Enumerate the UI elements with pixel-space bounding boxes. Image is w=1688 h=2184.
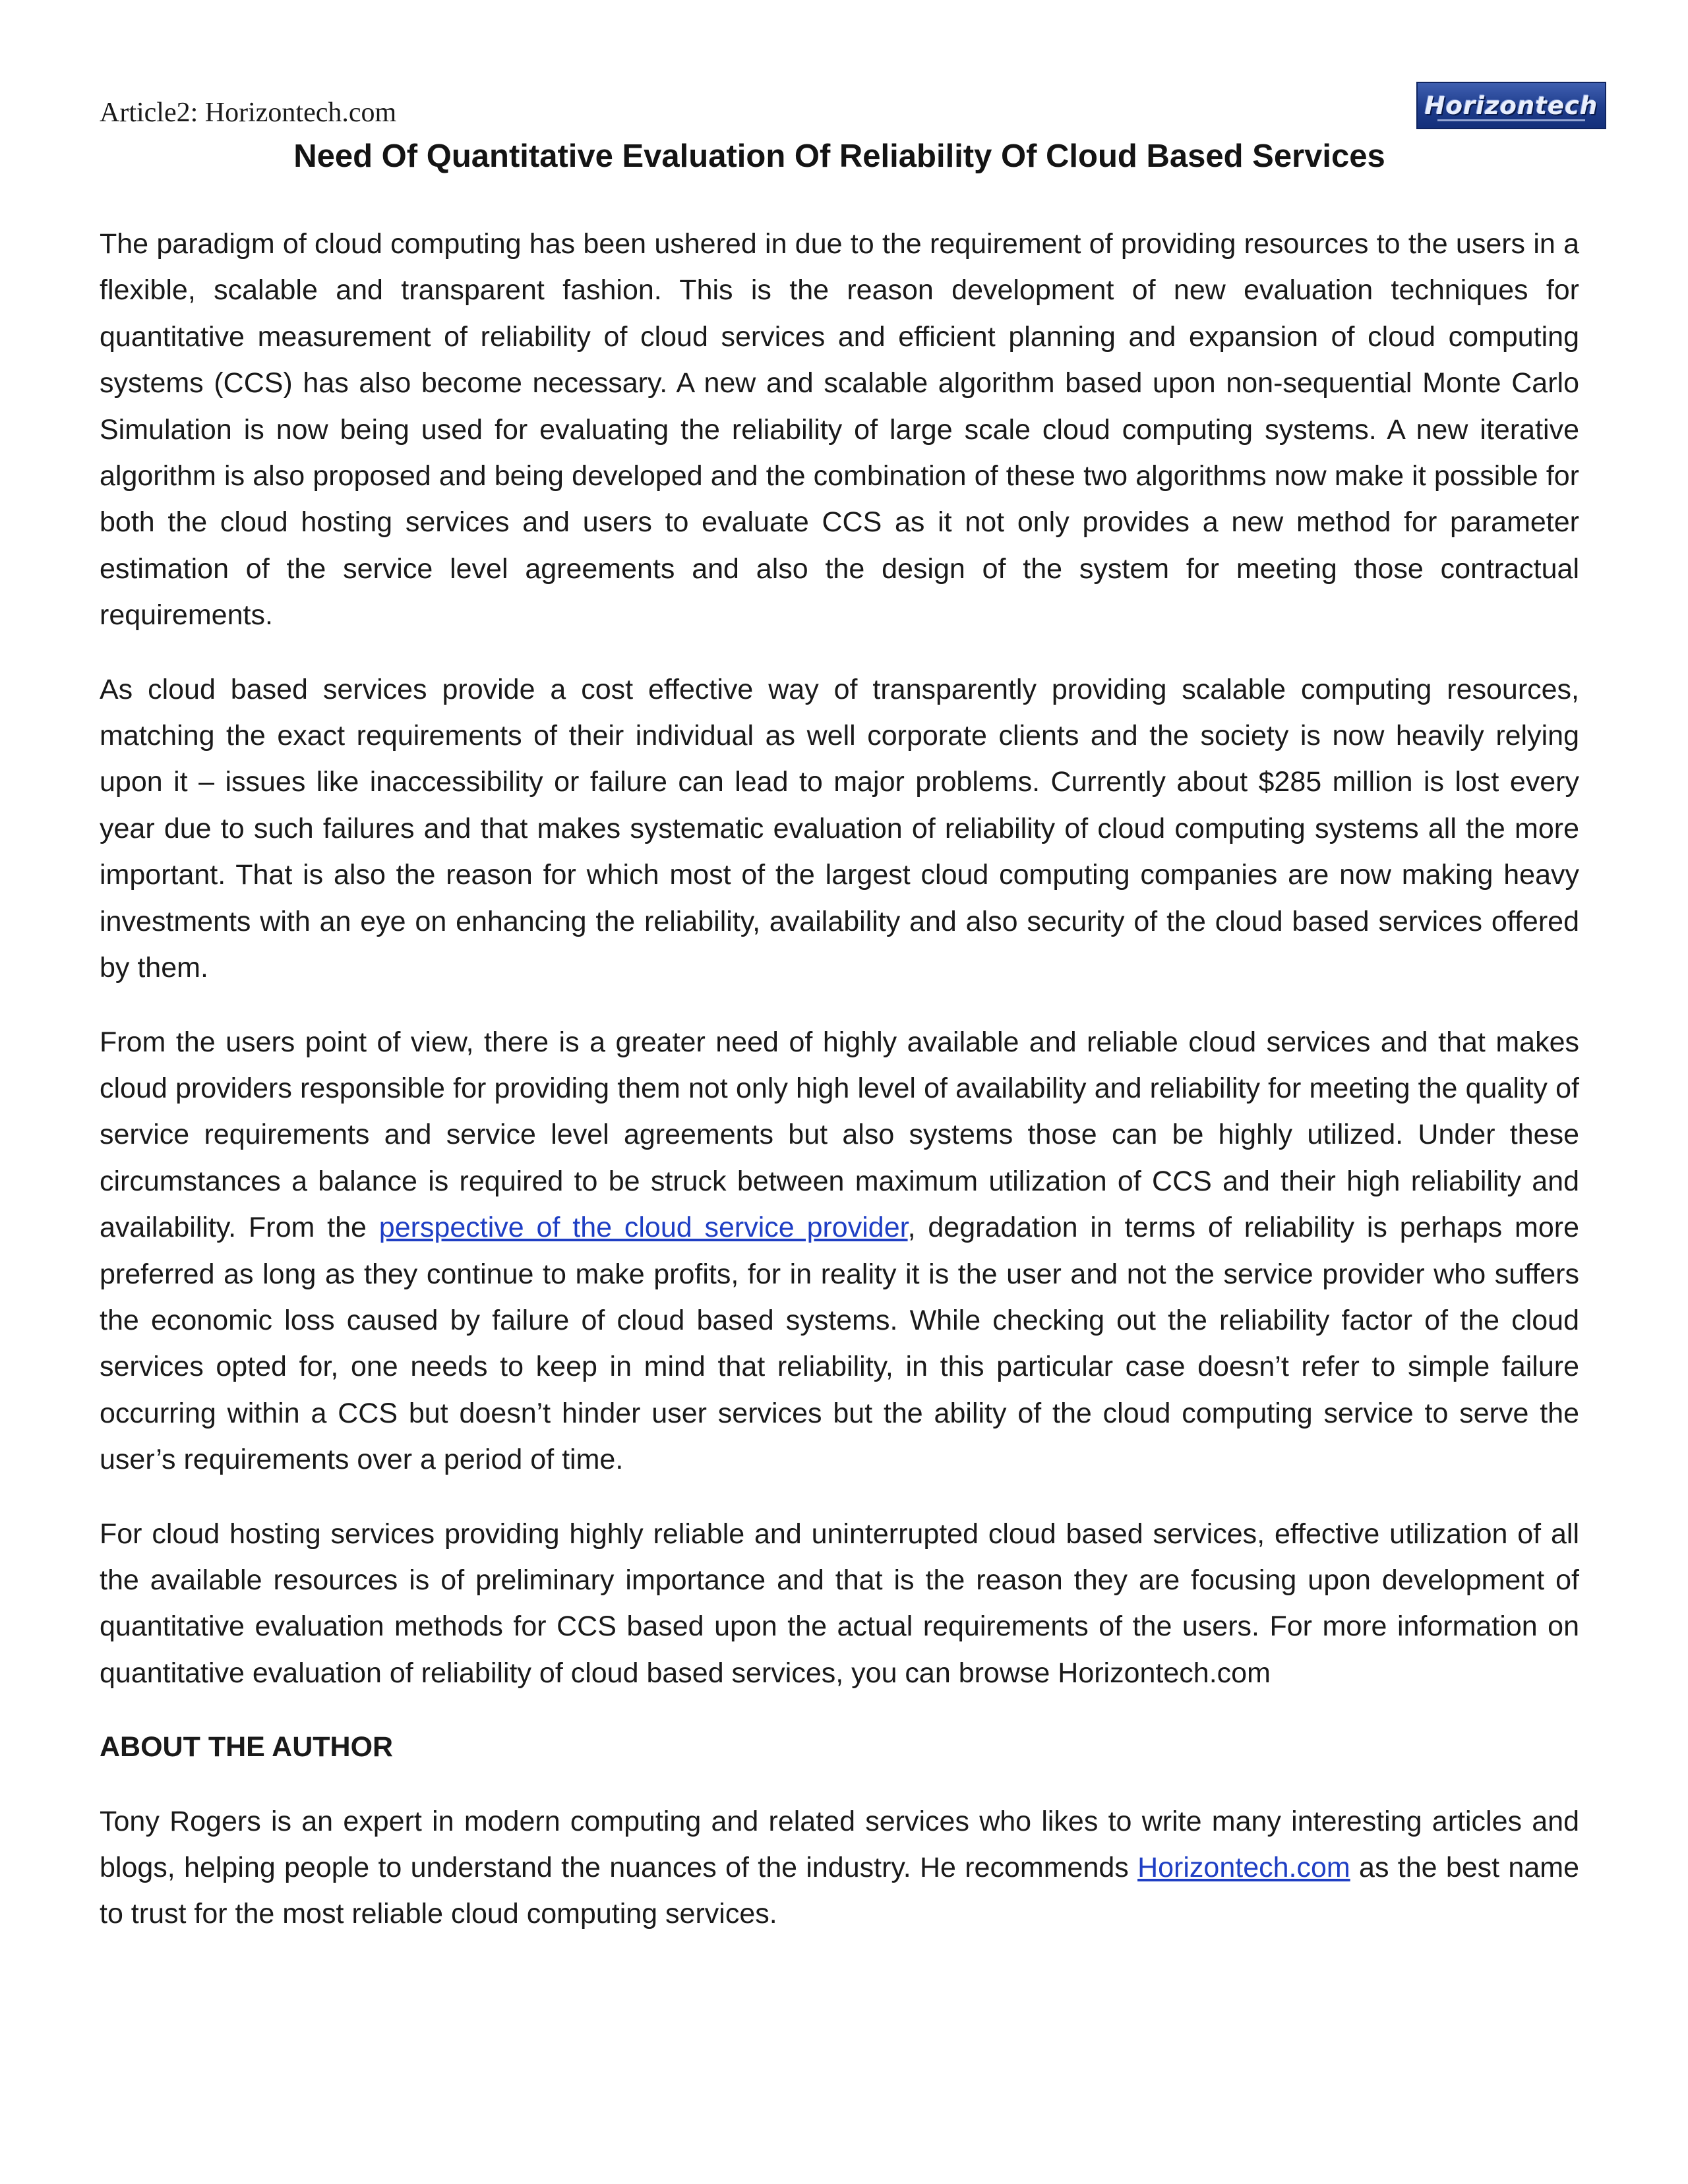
author-bio-text-start: Tony Rogers is an expert in modern computing and related services who likes to write many interesting articles and blogs, helping people to understand the nuances of the industry. He recommends <box>100 1805 1579 1883</box>
paragraph-3-text-end: , degradation in terms of reliability is perhaps more preferred as long as they continue to make profits, for in reality it is the user and not the service provider who suffers the economic loss caused by failure of cloud based systems. While checking out the reliability factor of the cloud services opted for, one needs to keep in mind that reliability, in this particular case doesn’t refer to simple failure occurring within a CCS but doesn’t hinder user services but the ability of the cloud computing service to serve the user’s requirements over a period of time. <box>100 1212 1579 1476</box>
paragraph-2: As cloud based services provide a cost effective way of transparently providing scalable computing resources, matching the exact requirements of their individual as well corporate clients and the society is now heavily relying upon it – issues like inaccessibility or failure can lead to major problems. Currently about $285 million is lost every year due to such failures and that makes systematic evaluation of reliability of cloud computing systems all the more important. That is also the reason for which most of the largest cloud computing companies are now making heavy investments with an eye on enhancing the reliability, availability and also security of the cloud based services offered by them. <box>100 673 1579 984</box>
article-body <box>100 221 1579 1965</box>
article-title: Need Of Quantitative Evaluation Of Reliability Of Cloud Based Services <box>293 138 1385 174</box>
horizontech-link[interactable]: Horizontech.com <box>1137 1852 1350 1883</box>
logo-swoosh <box>1437 119 1585 121</box>
logo-text: Horizontech <box>1424 91 1598 120</box>
paragraph-4: For cloud hosting services providing highly reliable and uninterrupted cloud based services, effective utilization of all the available resources is of preliminary importance and that is the reason they are focusing upon development of quantitative evaluation methods for CCS based upon the actual requirements of the users. For more information on quantitative evaluation of reliability of cloud based services, you can browse Horizontech.com <box>100 1518 1579 1689</box>
paragraph-3 <box>100 1019 1579 1483</box>
paragraph-1: The paradigm of cloud computing has been ushered in due to the requirement of providing resources to the users in a flexible, scalable and transparent fashion. This is the reason development of new evaluation techniques for quantitative measurement of reliability of cloud services and efficient planning and expansion of cloud computing systems (CCS) has also become necessary. A new and scalable algorithm based upon non-sequential Monte Carlo Simulation is now being used for evaluating the reliability of large scale cloud computing systems. A new iterative algorithm is also proposed and being developed and the combination of these two algorithms now make it possible for both the cloud hosting services and users to evaluate CCS as it not only provides a new method for parameter estimation of the service level agreements and also the design of the system for meeting those contractual requirements. <box>100 228 1579 632</box>
article-source-line: Article2: Horizontech.com <box>100 98 397 128</box>
author-bio-text-end: as the best name to trust for the most reliable cloud computing services. <box>100 1852 1579 1930</box>
horizontech-logo <box>1416 82 1606 129</box>
paragraph-3-text-start: From the users point of view, there is a greater need of highly available and reliable cloud services and that makes cloud providers responsible for providing them not only high level of availability and reliability for meeting the quality of service requirements and service level agreements but also systems those can be highly utilized. Under these circumstances a balance is required to be struck between maximum utilization of CCS and their high reliability and availability. From the <box>100 1026 1579 1244</box>
author-bio <box>100 1798 1579 1937</box>
cloud-service-provider-link[interactable]: perspective of the cloud service provider <box>378 1212 908 1244</box>
about-author-heading: ABOUT THE AUTHOR <box>100 1731 394 1763</box>
